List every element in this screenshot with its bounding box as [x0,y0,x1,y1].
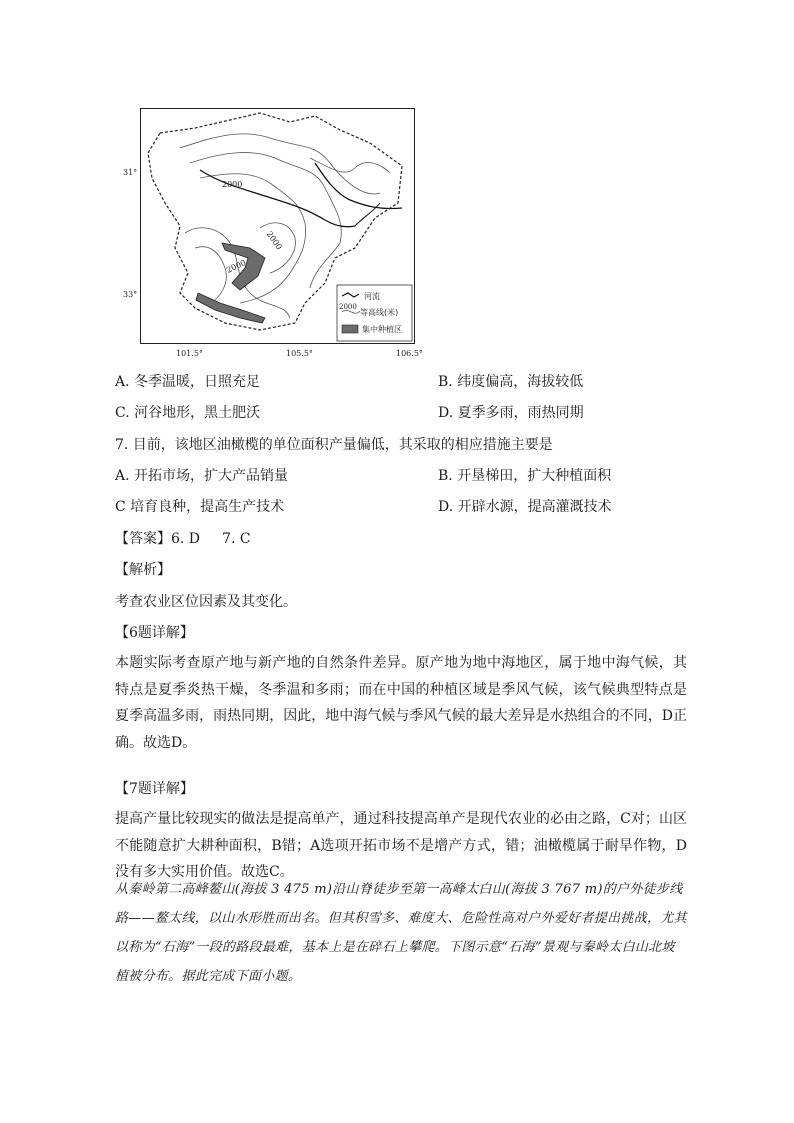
q7-detail-label: 【7题详解】 [115,781,194,797]
option-d: D. 开辟水源，提高灌溉技术 [438,499,612,515]
contour-label: 2000 [225,258,248,275]
option-a: A. 冬季温暖，日照充足 [115,374,261,390]
legend-label-river: 河流 [364,292,380,301]
q7-stem: 7. 目前，该地区油橄榄的单位面积产量偏低，其采取的相应措施主要是 [115,437,553,453]
option-c: C. 河谷地形，黑土肥沃 [115,405,261,421]
legend-label-planting: 集中种植区 [362,325,402,334]
lon-label: 105.5° [286,349,313,358]
answer-7: 7. C [222,531,251,547]
q6-option-row [115,371,715,393]
analysis-summary: 考查农业区位因素及其变化。 [115,594,297,610]
contour-label: 2000 [222,180,243,189]
answer-label: 【答案】 [115,531,171,547]
analysis-label: 【解析】 [115,562,171,578]
contour-map [140,108,415,344]
option-b: B. 纬度偏高，海拔较低 [438,374,584,390]
q7-option-row [115,465,715,487]
answer-6: 6. D [171,531,201,547]
planting-area-icon [342,325,358,333]
next-passage: 从秦岭第二高峰鳌山(海拔 3 475 m)沿山脊徒步至第一高峰太白山(海拔 3 767 m)的户外徒步线路——鳌太线，以山水形胜而出名。但其积雪多、难度大、危险性高对户外爱好者提出挑战，尤其以称为“石海”一段的路段最难，基本上是在碎石上攀爬。下图示意“石海”景观与秦岭太白山北坡植被分布。据此完成下面小题。 [115,882,687,984]
contour-label: 2000 [264,229,284,252]
q6-detail-label: 【6题详解】 [115,625,194,641]
q7-detail-text: 提高产量比较现实的做法是提高单产，通过科技提高单产是现代农业的必由之路，C对；山区不能随意扩大耕种面积，B错；A选项开拓市场不是增产方式，错；油橄榄属于耐旱作物，D没有多大实用价值。故选C。 [115,811,687,880]
legend-contour-sample: 2000 [339,303,357,311]
lat-label: 31° [123,168,138,177]
lat-label: 33° [123,290,138,299]
option-a: A. 开拓市场，扩大产品销量 [115,468,289,484]
option-c: C 培育良种，提高生产技术 [115,499,285,515]
lon-label: 101.5° [176,349,203,358]
answer-line [115,528,251,550]
q6-detail-text: 本题实际考查原产地与新产地的自然条件差异。原产地为地中海地区，属于地中海气候，其特点是夏季炎热干燥，冬季温和多雨；而在中国的种植区域是季风气候，该气候典型特点是夏季高温多雨，雨热同期，因此，地中海气候与季风气候的最大差异是水热组合的不同，D正确。故选D。 [115,655,687,751]
q6-option-row [115,402,715,424]
option-d: D. 夏季多雨，雨热同期 [438,405,584,421]
q7-option-row [115,496,715,518]
legend-label-contour: 等高线(米) [360,308,399,317]
option-b: B. 开垦梯田，扩大种植面积 [438,468,612,484]
lon-label: 106.5° [396,349,423,358]
